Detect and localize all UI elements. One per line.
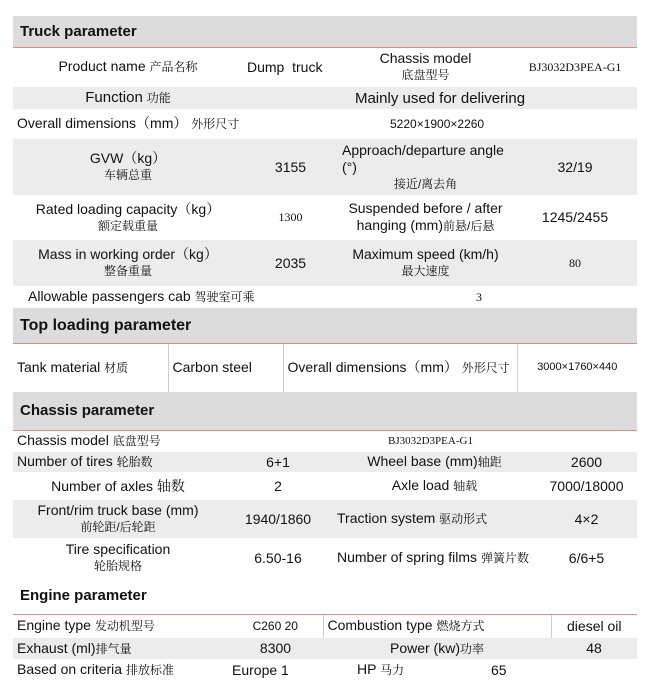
row-passengers — [13, 286, 637, 308]
row-tank-material — [13, 343, 637, 392]
row-product-name — [13, 47, 637, 87]
chassis-title: Chassis parameter — [13, 392, 637, 430]
axles-value: 2 — [223, 472, 333, 500]
function-value: Mainly used for delivering — [243, 87, 637, 109]
mass-value: 2035 — [243, 240, 338, 286]
approach-label: Approach/departure angle (°) 接近/离去角 — [338, 139, 513, 195]
passengers-label: Allowable passengers cab 驾驶室可乘 — [13, 286, 338, 308]
criteria-value: Europe 1 — [228, 659, 323, 681]
track-value: 1940/1860 — [223, 500, 333, 538]
max-speed-label: Maximum speed (km/h) 最大速度 — [338, 240, 513, 286]
criteria-label: Based on criteria 排放标准 — [13, 659, 228, 681]
engine-table — [13, 578, 637, 681]
axle-load-label: Axle load 轴载 — [333, 472, 536, 500]
gvw-value: 3155 — [243, 139, 338, 195]
chassis-model-value-2: BJ3032D3PEA-G1 — [223, 430, 637, 452]
tires-value: 6+1 — [223, 452, 333, 472]
top-loading-title: Top loading parameter — [13, 308, 637, 343]
mass-label: Mass in working order（kg） 整备重量 — [13, 240, 243, 286]
passengers-value: 3 — [338, 286, 637, 308]
spring-label: Number of spring films 弹簧片数 — [333, 538, 536, 578]
chassis-model-label-2: Chassis model 底盘型号 — [13, 430, 223, 452]
exhaust-value: 8300 — [228, 638, 323, 659]
top-loading-table — [13, 308, 637, 392]
chassis-model-label: Chassis model 底盘型号 — [338, 47, 513, 87]
truck-parameter-table — [13, 16, 637, 308]
engine-type-label: Engine type 发动机型号 — [13, 614, 228, 638]
chassis-table — [13, 392, 637, 578]
row-axles — [13, 472, 637, 500]
tires-label: Number of tires 轮胎数 — [13, 452, 223, 472]
function-label: Function 功能 — [13, 87, 243, 109]
row-rated-loading — [13, 195, 637, 240]
hp-label: HP 马力 — [323, 659, 551, 681]
row-exhaust — [13, 638, 637, 659]
power-label: Power (kw)功率 — [323, 638, 551, 659]
wheelbase-label: Wheel base (mm)轴距 — [333, 452, 536, 472]
overall-dimensions-label: Overall dimensions（mm） 外形尺寸 — [13, 109, 338, 139]
row-chassis-model — [13, 430, 637, 452]
product-name-value: Dump truck — [243, 47, 338, 87]
product-name-label: Product name 产品名称 — [13, 47, 243, 87]
tank-material-value: Carbon steel — [168, 343, 283, 392]
row-mass — [13, 240, 637, 286]
truck-parameter-title: Truck parameter — [13, 16, 637, 47]
tire-spec-value: 6.50-16 — [223, 538, 333, 578]
row-track — [13, 500, 637, 538]
suspended-label: Suspended before / after hanging (mm)前悬/后悬 — [338, 195, 513, 240]
engine-header — [13, 578, 637, 614]
wheelbase-value: 2600 — [536, 452, 637, 472]
row-tires — [13, 452, 637, 472]
chassis-header — [13, 392, 637, 430]
rated-loading-label: Rated loading capacity（kg） 额定载重量 — [13, 195, 243, 240]
tank-material-label: Tank material 材质 — [13, 343, 168, 392]
overall-dimensions-value: 5220×1900×2260 — [338, 109, 637, 139]
engine-title: Engine parameter — [13, 578, 637, 614]
row-engine-type — [13, 614, 637, 638]
row-gvw — [13, 139, 637, 195]
rated-loading-value: 1300 — [243, 195, 338, 240]
combustion-value: diesel oil — [551, 614, 637, 638]
row-tire-spec — [13, 538, 637, 578]
row-function — [13, 87, 637, 109]
traction-label: Traction system 驱动形式 — [333, 500, 536, 538]
suspended-value: 1245/2455 — [513, 195, 637, 240]
row-overall-dimensions — [13, 109, 637, 139]
approach-value: 32/19 — [513, 139, 637, 195]
combustion-label: Combustion type 燃烧方式 — [323, 614, 551, 638]
top-overall-dimensions-value: 3000×1760×440 — [517, 343, 637, 392]
top-loading-header — [13, 308, 637, 343]
top-overall-dimensions-label: Overall dimensions（mm） 外形尺寸 — [283, 343, 517, 392]
max-speed-value: 80 — [513, 240, 637, 286]
chassis-model-value: BJ3032D3PEA-G1 — [513, 47, 637, 87]
track-label: Front/rim truck base (mm) 前轮距/后轮距 — [13, 500, 223, 538]
truck-parameter-header — [13, 16, 637, 47]
gvw-label: GVW（kg） 车辆总重 — [13, 139, 243, 195]
spring-value: 6/6+5 — [536, 538, 637, 578]
row-criteria — [13, 659, 637, 681]
power-value: 48 — [551, 638, 637, 659]
axle-load-value: 7000/18000 — [536, 472, 637, 500]
tire-spec-label: Tire specification 轮胎规格 — [13, 538, 223, 578]
axles-label: Number of axles 轴数 — [13, 472, 223, 500]
traction-value: 4×2 — [536, 500, 637, 538]
hp-value: 65 — [491, 659, 577, 681]
engine-type-value: C260 20 — [228, 614, 323, 638]
exhaust-label: Exhaust (ml)排气量 — [13, 638, 228, 659]
